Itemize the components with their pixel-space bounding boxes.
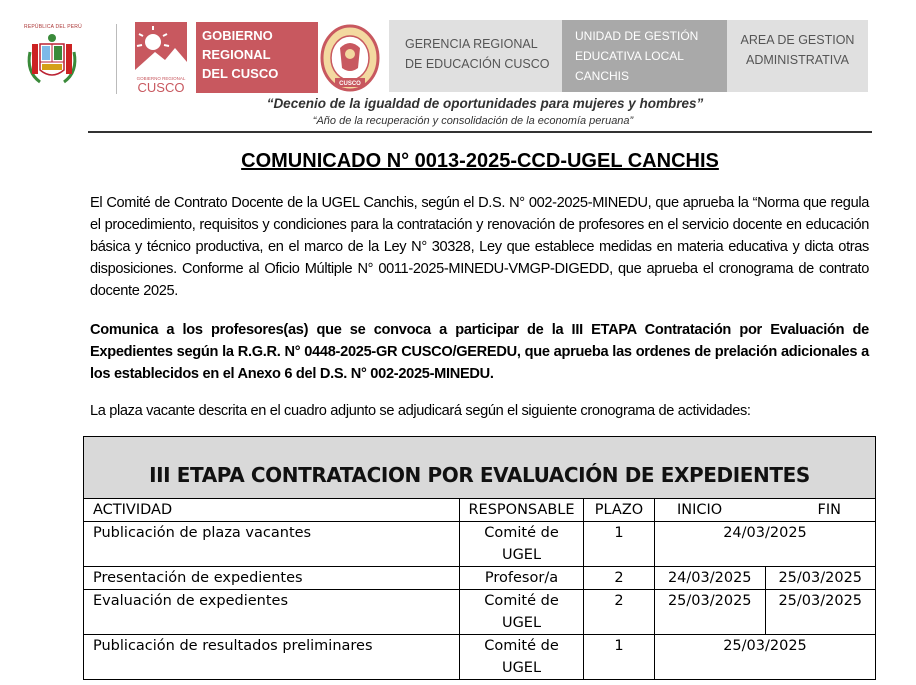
schedule-title: III ETAPA CONTRATACION POR EVALUACIÓN DE EXPEDIENTES (83, 436, 876, 498)
year-motto: “Año de la recuperación y consolidación de la economía peruana” (312, 115, 634, 127)
row-responsible: Profesor/a (460, 567, 584, 590)
gr-box-line-1: GOBIERNO (202, 28, 273, 43)
gerencia-line-1: GERENCIA REGIONAL (405, 37, 538, 51)
header-responsible: RESPONSABLE (460, 499, 584, 522)
header-term: PLAZO (584, 499, 655, 522)
letterhead (0, 0, 916, 135)
row-responsible: Comité de UGEL (460, 590, 584, 635)
area-line-2: ADMINISTRATIVA (745, 53, 849, 67)
ugel-line-1: UNIDAD DE GESTIÓN (575, 29, 699, 43)
row-term: 1 (584, 522, 655, 567)
row-start: 24/03/2025 (655, 567, 766, 590)
schedule-table (83, 436, 876, 680)
header-dates (655, 499, 876, 522)
dre-seal-text: CUSCO (339, 81, 361, 87)
area-gestion-box (727, 20, 868, 92)
header-rule (88, 131, 872, 133)
dre-cusco-seal-icon (320, 24, 380, 92)
row-activity: Presentación de expedientes (84, 567, 460, 590)
row-responsible: Comité de UGEL (460, 522, 584, 567)
gr-logo-caption: GOBIERNO REGIONAL (136, 76, 186, 81)
row-term: 2 (584, 567, 655, 590)
row-activity: Publicación de resultados preliminares (84, 635, 460, 680)
paragraph-schedule-intro: La plaza vacante descrita en el cuadro adjunto se adjudicará según el siguiente cronograma de actividades: (90, 403, 751, 419)
ugel-box (562, 20, 727, 92)
ugel-line-3: CANCHIS (575, 69, 630, 83)
row-activity: Publicación de plaza vacantes (84, 522, 460, 567)
paragraph-intro: El Comité de Contrato Docente de la UGEL Canchis, según el D.S. N° 002-2025-MINEDU, que aprueba la “Norma que regula el procedimiento, requisitos y condiciones para la contratación y renovación de profesores en el servicio docente en educación básica y técnico productiva, en el marco de la Ley N° 30328, Ley que establece medidas en materia educativa y dicta otras disposiciones. Conforme al Oficio Múltiple N° 0011-2025-MINEDU-VMGP-DIGEDD, que aprueba el cronograma de contrato docente 2025. (90, 195, 869, 299)
row-end: 25/03/2025 (765, 590, 876, 635)
document-title: COMUNICADO N° 0013-2025-CCD-UGEL CANCHIS (241, 150, 719, 172)
seal-caption: REPÚBLICA DEL PERÚ (24, 24, 82, 30)
row-end: 25/03/2025 (765, 567, 876, 590)
area-line-1: AREA DE GESTION (740, 33, 855, 47)
decade-motto: “Decenio de la igualdad de oportunidades para mujeres y hombres” (266, 96, 704, 111)
row-term: 1 (584, 635, 655, 680)
header-activity: ACTIVIDAD (84, 499, 460, 522)
gr-logo-word: CUSCO (137, 80, 185, 94)
table-row (84, 590, 876, 635)
table-row (84, 635, 876, 680)
header-start: INICIO (677, 502, 723, 518)
gobierno-regional-logo (133, 22, 189, 94)
header-divider (116, 24, 117, 94)
ugel-line-2: EDUCATIVA LOCAL (575, 49, 684, 63)
gobierno-regional-box (196, 22, 318, 93)
gr-box-line-2: REGIONAL (202, 47, 271, 62)
row-date: 24/03/2025 (655, 522, 876, 567)
gerencia-regional-box (389, 20, 562, 92)
header-end: FIN (817, 502, 841, 518)
gerencia-line-2: DE EDUCACIÓN CUSCO (405, 57, 550, 71)
paragraph-announcement: Comunica a los profesores(as) que se convoca a participar de la III ETAPA Contratación por Evaluación de Expedientes según la R.G.R. N° 0448-2025-GR CUSCO/GEREDU, que aprueba las ordenes de prelación adicionales a los establecidos en el Anexo 6 del D.S. N° 002-2025-MINEDU. (90, 322, 869, 382)
table-header-row (84, 499, 876, 522)
row-responsible: Comité de UGEL (460, 635, 584, 680)
table-row (84, 522, 876, 567)
table-row (84, 567, 876, 590)
row-activity: Evaluación de expedientes (84, 590, 460, 635)
row-start: 25/03/2025 (655, 590, 766, 635)
gr-box-line-3: DEL CUSCO (202, 66, 279, 81)
row-date: 25/03/2025 (655, 635, 876, 680)
row-term: 2 (584, 590, 655, 635)
peru-coat-of-arms-icon (22, 22, 82, 94)
